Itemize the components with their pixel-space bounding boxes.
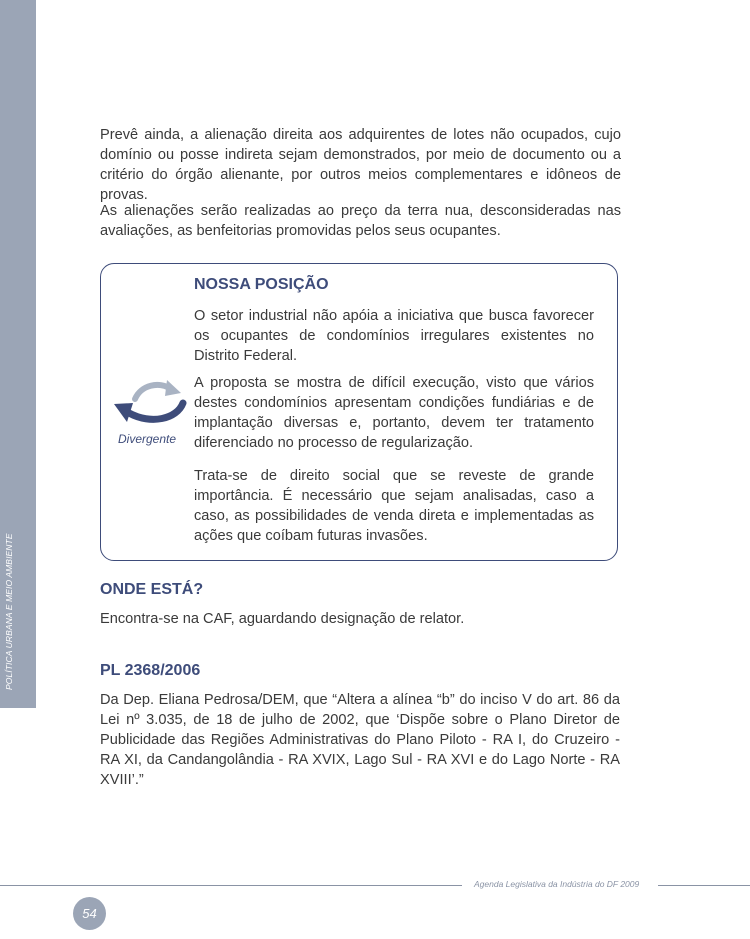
divergent-arrows-icon	[111, 377, 191, 432]
footer-divider-left	[0, 885, 462, 886]
where-heading: ONDE ESTÁ?	[100, 581, 204, 598]
position-paragraph-3: Trata-se de direito social que se reveste de grande importância. É necessário que sejam analisadas, caso a caso, as possibilidades de venda direta e implementadas as ações que coíbam futuras invasões.	[194, 468, 594, 544]
intro-paragraph-1: Prevê ainda, a alienação direita aos adquirentes de lotes não ocupados, cujo domínio ou posse indireta sejam demonstrados, por meio de documento ou a critério do órgão alienante, por outros meios complementares e idôneos de provas.	[100, 127, 621, 203]
bill-text: Da Dep. Eliana Pedrosa/DEM, que “Altera a alínea “b” do inciso V do art. 86 da Lei nº 3.035, de 18 de julho de 2002, que ‘Dispõe sobre o Plano Diretor de Publicidade das Regiões Administrativas do Plano Piloto - RA I, do Cruzeiro - RA XI, da Candangolândia - RA XVIX, Lago Sul - RA XVI e do Lago Norte - RA XVIII’.”	[100, 692, 620, 788]
sidebar-section-label: POLÍTICA URBANA E MEIO AMBIENTE	[4, 533, 14, 690]
position-paragraph-2: A proposta se mostra de difícil execução, visto que vários destes condomínios apresentam condições fundiárias e de implantação diversas e, portanto, devem ter tratamento diferenciado no processo de regularização.	[194, 375, 594, 451]
page-number: 54	[73, 897, 106, 930]
where-text: Encontra-se na CAF, aguardando designação de relator.	[100, 611, 465, 627]
position-box	[100, 263, 618, 561]
footer-divider-right	[658, 885, 750, 886]
sidebar-strip	[0, 0, 36, 708]
divergent-label: Divergente	[118, 432, 177, 446]
intro-paragraph-2: As alienações serão realizadas ao preço da terra nua, desconsideradas nas avaliações, as benfeitorias promovidas pelos seus ocupantes.	[100, 203, 621, 239]
divergent-indicator	[111, 377, 191, 449]
footer-publication: Agenda Legislativa da Indústria do DF 2009	[474, 879, 640, 889]
position-title: NOSSA POSIÇÃO	[194, 276, 329, 293]
bill-heading: PL 2368/2006	[100, 662, 201, 679]
position-paragraph-1: O setor industrial não apóia a iniciativa que busca favorecer os ocupantes de condomínios irregulares existentes no Distrito Federal.	[194, 308, 594, 364]
